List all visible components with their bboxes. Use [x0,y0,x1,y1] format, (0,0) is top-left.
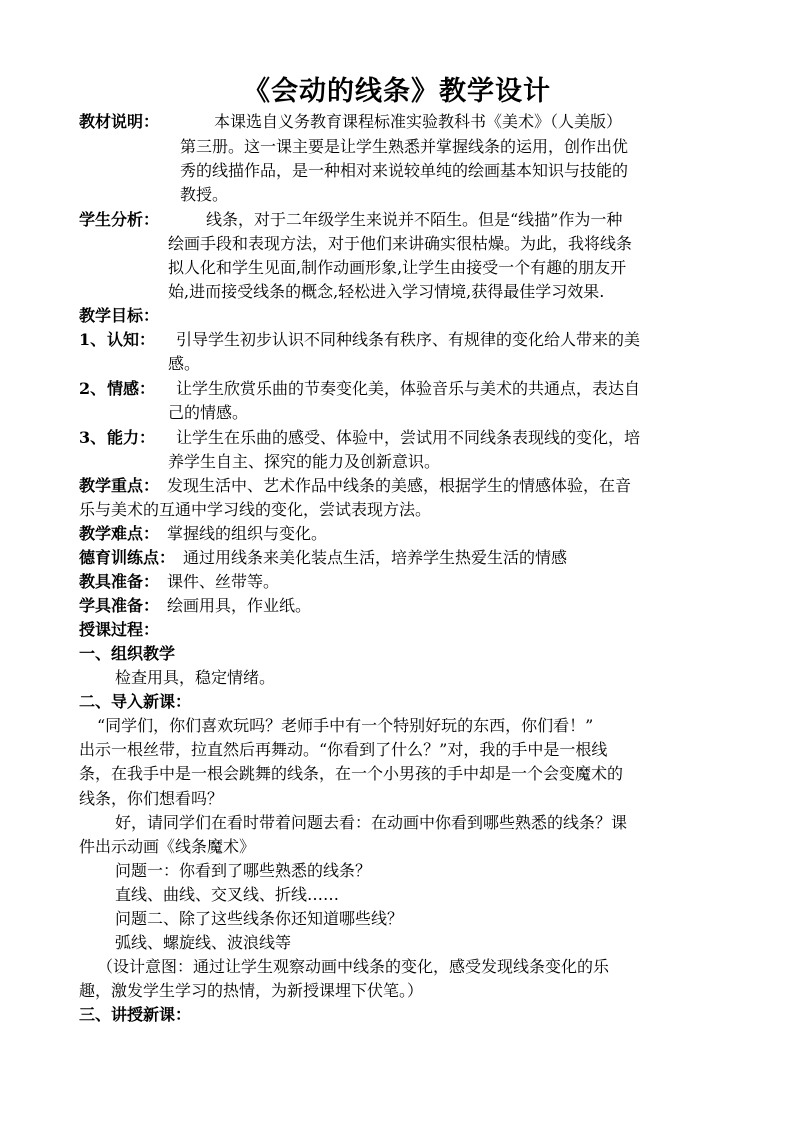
section-2-line-12: 趣，激发学生学习的热情，为新授课埋下伏笔。） [79,981,424,1000]
section-2-line-5: 好，请同学们在看时带着问题去看：在动画中你看到哪些熟悉的线条？课 [115,813,628,832]
section-2-line-6: 件出示动画《线条魔术》 [79,837,256,856]
difficulty-label: 教学难点： [79,524,160,543]
goal-2-line-1: 让学生欣赏乐曲的节奏变化美，体验音乐与美术的共通点，表达自 [176,379,641,398]
goals-label: 教学目标： [79,306,160,325]
section-2-line-2: 出示一根丝带，拉直然后再舞动。“你看到了什么？”对，我的手中是一根线 [79,740,608,759]
goal-3-line-2: 养学生自主、探究的能力及创新意识。 [168,452,441,471]
key-points-line-1: 发现生活中、艺术作品中线条的美感，根据学生的情感体验，在音 [167,476,632,495]
student-tools-text: 绘画用具，作业纸。 [167,596,312,615]
section-2-line-8: 直线、曲线、交叉线、折线…… [115,885,340,904]
section-1-heading: 一、组织教学 [79,644,176,663]
students-line-4: 始,进而接受线条的概念,轻松进入学习情境,获得最佳学习效果. [168,282,605,301]
key-points-line-2: 乐与美术的互通中学习线的变化，尝试表现方法。 [79,500,432,519]
document-title: 《会动的线条》教学设计 [243,76,551,107]
goal-3-line-1: 让学生在乐曲的感受、体验中，尝试用不同线条表现线的变化，培 [176,428,641,447]
section-2-line-3: 条，在我手中是一根会跳舞的线条，在一个小男孩的手中却是一个会变魔术的 [79,764,624,783]
goal-3-label: 能力： [107,428,156,447]
moral-label: 德育训练点： [79,548,176,567]
teacher-tools-text: 课件、丝带等。 [167,572,280,591]
students-line-2: 绘画手段和表现方法，对于他们来讲确实很枯燥。为此，我将线条 [168,234,633,253]
section-2-line-10: 弧线、螺旋线、波浪线等 [115,933,292,952]
goal-1-line-2: 感。 [168,354,201,373]
material-label: 教材说明： [79,112,160,131]
section-2-heading: 二、导入新课： [79,692,192,711]
teacher-tools-label: 教具准备： [79,572,160,591]
goal-1-line-1: 引导学生初步认识不同种线条有秩序、有规律的变化给人带来的美 [176,330,641,349]
section-3-heading: 三、讲授新课： [79,1005,192,1024]
students-label: 学生分析： [79,210,160,229]
section-2-line-4: 线条，你们想看吗？ [79,789,224,808]
material-line-1: 本课选自义务教育课程标准实验教科书《美术》（人美版） [214,112,623,131]
section-2-line-9: 问题二、除了这些线条你还知道哪些线？ [115,909,404,928]
process-label: 授课过程： [79,620,160,639]
goal-1-label: 认知： [107,330,156,349]
section-1-text: 检查用具，稳定情绪。 [115,668,276,687]
material-line-3: 秀的线描作品，是一种相对来说较单纯的绘画基本知识与技能的 [180,161,629,180]
moral-text: 通过用线条来美化装点生活，培养学生热爱生活的情感 [183,548,568,567]
goal-3-number: 3、 [79,428,107,447]
key-points-label: 教学重点： [79,476,160,495]
goal-1-number: 1、 [79,330,107,349]
section-2-line-11: （设计意图：通过让学生观察动画中线条的变化，感受发现线条变化的乐 [97,957,610,976]
section-2-line-1: “同学们，你们喜欢玩吗？老师手中有一个特别好玩的东西，你们看！” [97,716,594,735]
goal-2-line-2: 己的情感。 [168,403,249,422]
material-line-4: 教授。 [180,185,229,204]
student-tools-label: 学具准备： [79,596,160,615]
material-line-2: 第三册。这一课主要是让学生熟悉并掌握线条的运用，创作出优 [180,137,629,156]
goal-2-label: 情感： [107,379,156,398]
students-line-1: 线条，对于二年级学生来说并不陌生。但是“线描”作为一种 [206,210,623,229]
difficulty-text: 掌握线的组织与变化。 [167,524,328,543]
section-2-line-7: 问题一：你看到了哪些熟悉的线条？ [115,861,372,880]
goal-2-number: 2、 [79,379,107,398]
students-line-3: 拟人化和学生见面,制作动画形象,让学生由接受一个有趣的朋友开 [168,258,627,277]
